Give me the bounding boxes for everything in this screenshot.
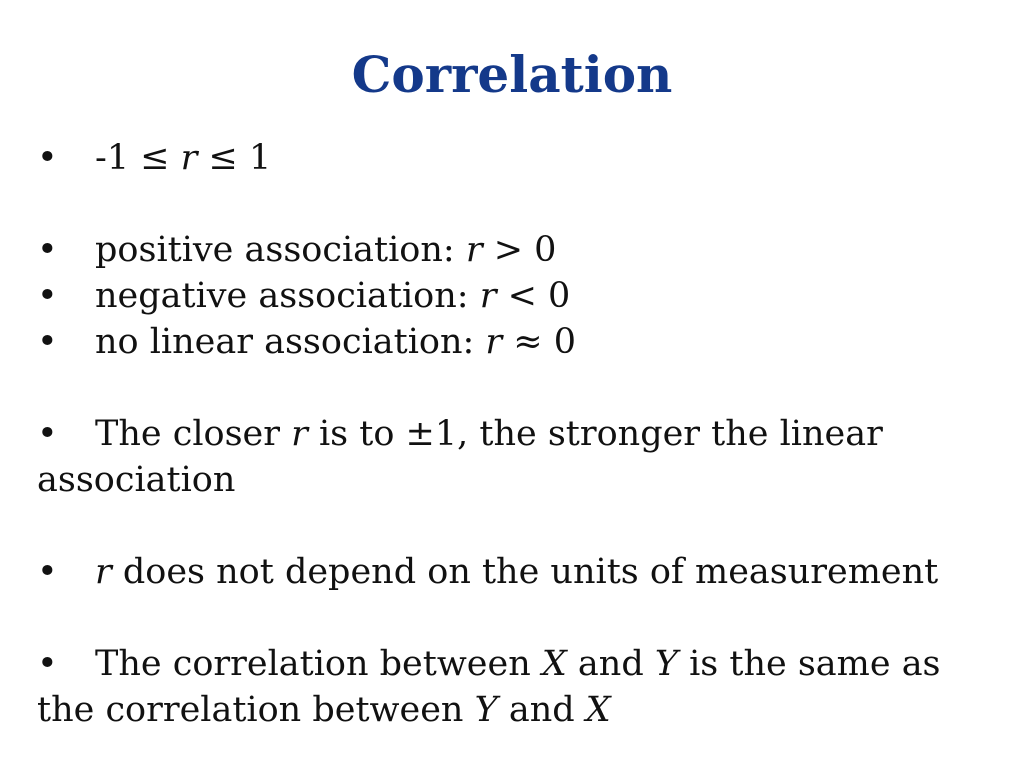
bullet-text: The closer	[95, 414, 292, 454]
bullet-text: < 0	[496, 276, 571, 316]
bullet-marker: •	[37, 644, 58, 684]
bullet-item-units	[37, 549, 1007, 595]
bullet-text: positive association:	[95, 230, 466, 270]
blank-line	[37, 181, 1007, 227]
variable-y: Y	[654, 644, 678, 684]
blank-line	[37, 595, 1007, 641]
bullet-text: no linear association:	[95, 322, 486, 362]
variable-x: X	[585, 690, 611, 730]
bullet-text: -1 ≤	[95, 138, 181, 178]
variable-r: r	[465, 230, 483, 270]
bullet-text: is the same as	[677, 644, 941, 684]
variable-r: r	[485, 322, 503, 362]
bullet-text: ≤ 1	[197, 138, 272, 178]
blank-line	[37, 503, 1007, 549]
bullet-marker: •	[37, 138, 58, 178]
bullet-text: negative association:	[95, 276, 480, 316]
bullet-item-positive	[37, 227, 1007, 273]
blank-line	[37, 365, 1007, 411]
bullet-item-symmetry-continued	[37, 687, 1007, 733]
bullet-item-strength	[37, 411, 1007, 457]
bullet-text: The correlation between	[95, 644, 542, 684]
bullet-marker: •	[37, 552, 58, 592]
bullet-text: > 0	[482, 230, 557, 270]
bullet-item-negative	[37, 273, 1007, 319]
variable-y: Y	[474, 690, 498, 730]
bullet-text: association	[37, 460, 236, 500]
bullet-text: and	[497, 690, 586, 730]
variable-r: r	[479, 276, 497, 316]
bullet-marker: •	[37, 414, 58, 454]
bullet-item-strength-continued	[37, 457, 1007, 503]
bullet-item-range	[37, 135, 1007, 181]
bullet-item-no-linear	[37, 319, 1007, 365]
variable-x: X	[541, 644, 567, 684]
variable-r: r	[180, 138, 198, 178]
bullet-item-symmetry	[37, 641, 1007, 687]
variable-r: r	[95, 552, 112, 592]
bullet-text: is to ±1, the stronger the linear	[307, 414, 883, 454]
slide-title: Correlation	[351, 45, 673, 104]
bullet-list	[37, 135, 1007, 733]
bullet-marker: •	[37, 276, 58, 316]
bullet-marker: •	[37, 230, 58, 270]
bullet-text: and	[566, 644, 655, 684]
bullet-text: ≈ 0	[502, 322, 577, 362]
bullet-marker: •	[37, 322, 58, 362]
bullet-text: does not depend on the units of measurement	[111, 552, 939, 592]
variable-r: r	[291, 414, 308, 454]
bullet-text: the correlation between	[37, 690, 475, 730]
